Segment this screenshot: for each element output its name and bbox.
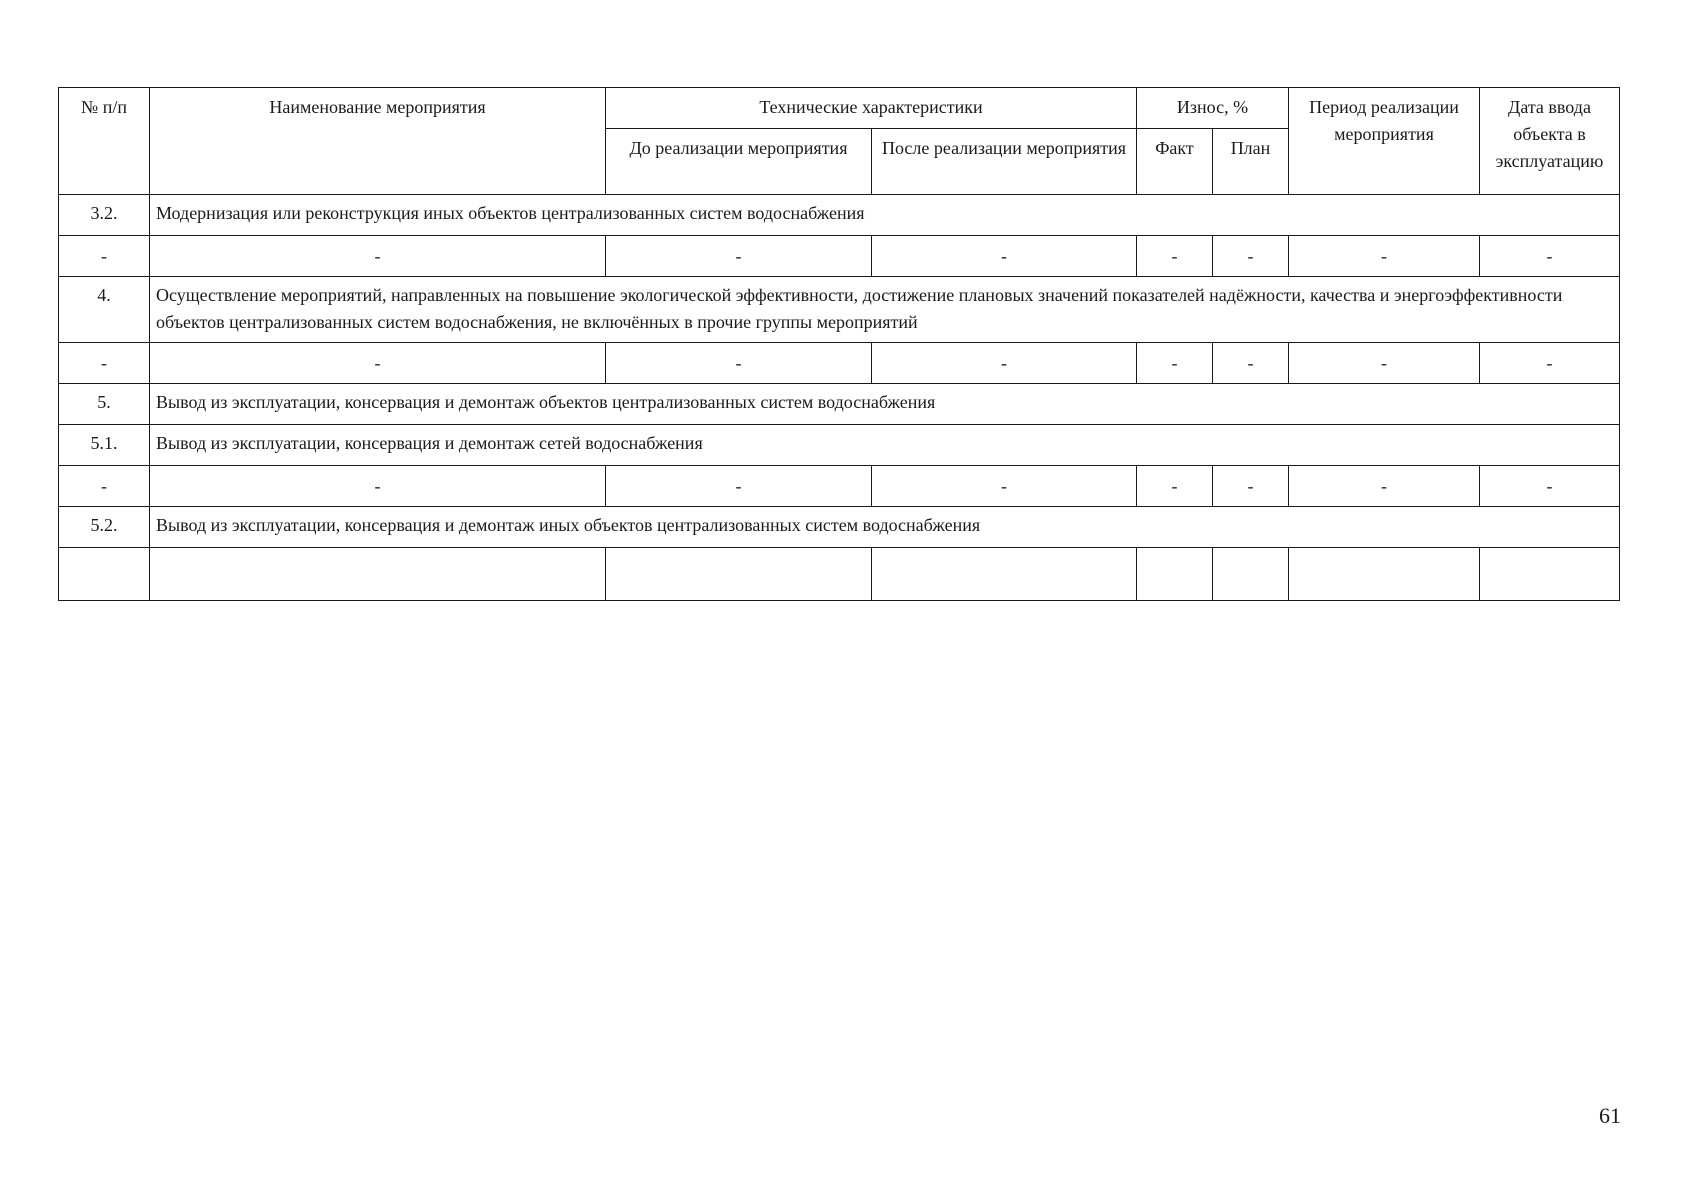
measures-table (58, 87, 1620, 601)
table-cell: - (606, 343, 872, 384)
table-cell (1213, 548, 1289, 601)
section-number: 5.1. (59, 425, 150, 466)
table-cell: - (1137, 343, 1213, 384)
table-cell (150, 548, 606, 601)
table-cell: - (1480, 236, 1620, 277)
section-row (59, 384, 1620, 425)
table-cell (1480, 548, 1620, 601)
section-number: 4. (59, 277, 150, 343)
table-cell: - (872, 236, 1137, 277)
empty-row (59, 548, 1620, 601)
table-cell: - (1289, 236, 1480, 277)
table-cell: - (150, 343, 606, 384)
table-cell: - (1480, 343, 1620, 384)
section-number: 5.2. (59, 507, 150, 548)
header-row-1 (59, 88, 1620, 129)
header-name: Наименование мероприятия (150, 88, 606, 195)
placeholder-row (59, 343, 1620, 384)
table-cell: - (1137, 466, 1213, 507)
header-wear: Износ, % (1137, 88, 1289, 129)
section-title: Осуществление мероприятий, направленных на повышение экологической эффективности, достижение плановых значений показателей надёжности, качества и энергоэффективности объектов централизованных систем водоснабжения, не включённых в прочие группы мероприятий (150, 277, 1620, 343)
table-cell: - (1213, 466, 1289, 507)
placeholder-row (59, 236, 1620, 277)
table-cell: - (872, 466, 1137, 507)
header-tech-before: До реализации мероприятия (606, 129, 872, 195)
header-wear-fact: Факт (1137, 129, 1213, 195)
table-cell: - (606, 466, 872, 507)
table-cell: - (1213, 236, 1289, 277)
page-number: 61 (1599, 1103, 1621, 1128)
header-wear-plan: План (1213, 129, 1289, 195)
header-num: № п/п (59, 88, 150, 195)
header-period: Период реализации мероприятия (1289, 88, 1480, 195)
section-row (59, 425, 1620, 466)
table-cell: - (872, 343, 1137, 384)
table-cell: - (59, 343, 150, 384)
header-tech-after: После реализации мероприятия (872, 129, 1137, 195)
section-row (59, 507, 1620, 548)
table-cell: - (1213, 343, 1289, 384)
table-cell (1137, 548, 1213, 601)
table-cell: - (1289, 466, 1480, 507)
table-cell (59, 548, 150, 601)
section-title: Вывод из эксплуатации, консервация и демонтаж иных объектов централизованных систем водоснабжения (150, 507, 1620, 548)
table-cell: - (150, 466, 606, 507)
section-title: Вывод из эксплуатации, консервация и демонтаж объектов централизованных систем водоснабжения (150, 384, 1620, 425)
section-title: Вывод из эксплуатации, консервация и демонтаж сетей водоснабжения (150, 425, 1620, 466)
table-cell: - (606, 236, 872, 277)
header-tech: Технические характеристики (606, 88, 1137, 129)
section-row (59, 277, 1620, 343)
table-cell: - (150, 236, 606, 277)
table-cell (606, 548, 872, 601)
section-row (59, 195, 1620, 236)
table-cell: - (59, 236, 150, 277)
table-cell: - (59, 466, 150, 507)
table-cell: - (1289, 343, 1480, 384)
table-cell (1289, 548, 1480, 601)
table-cell: - (1137, 236, 1213, 277)
table-cell (872, 548, 1137, 601)
table-cell: - (1480, 466, 1620, 507)
section-number: 3.2. (59, 195, 150, 236)
header-date: Дата ввода объекта в эксплуатацию (1480, 88, 1620, 195)
section-title: Модернизация или реконструкция иных объектов централизованных систем водоснабжения (150, 195, 1620, 236)
section-number: 5. (59, 384, 150, 425)
placeholder-row (59, 466, 1620, 507)
